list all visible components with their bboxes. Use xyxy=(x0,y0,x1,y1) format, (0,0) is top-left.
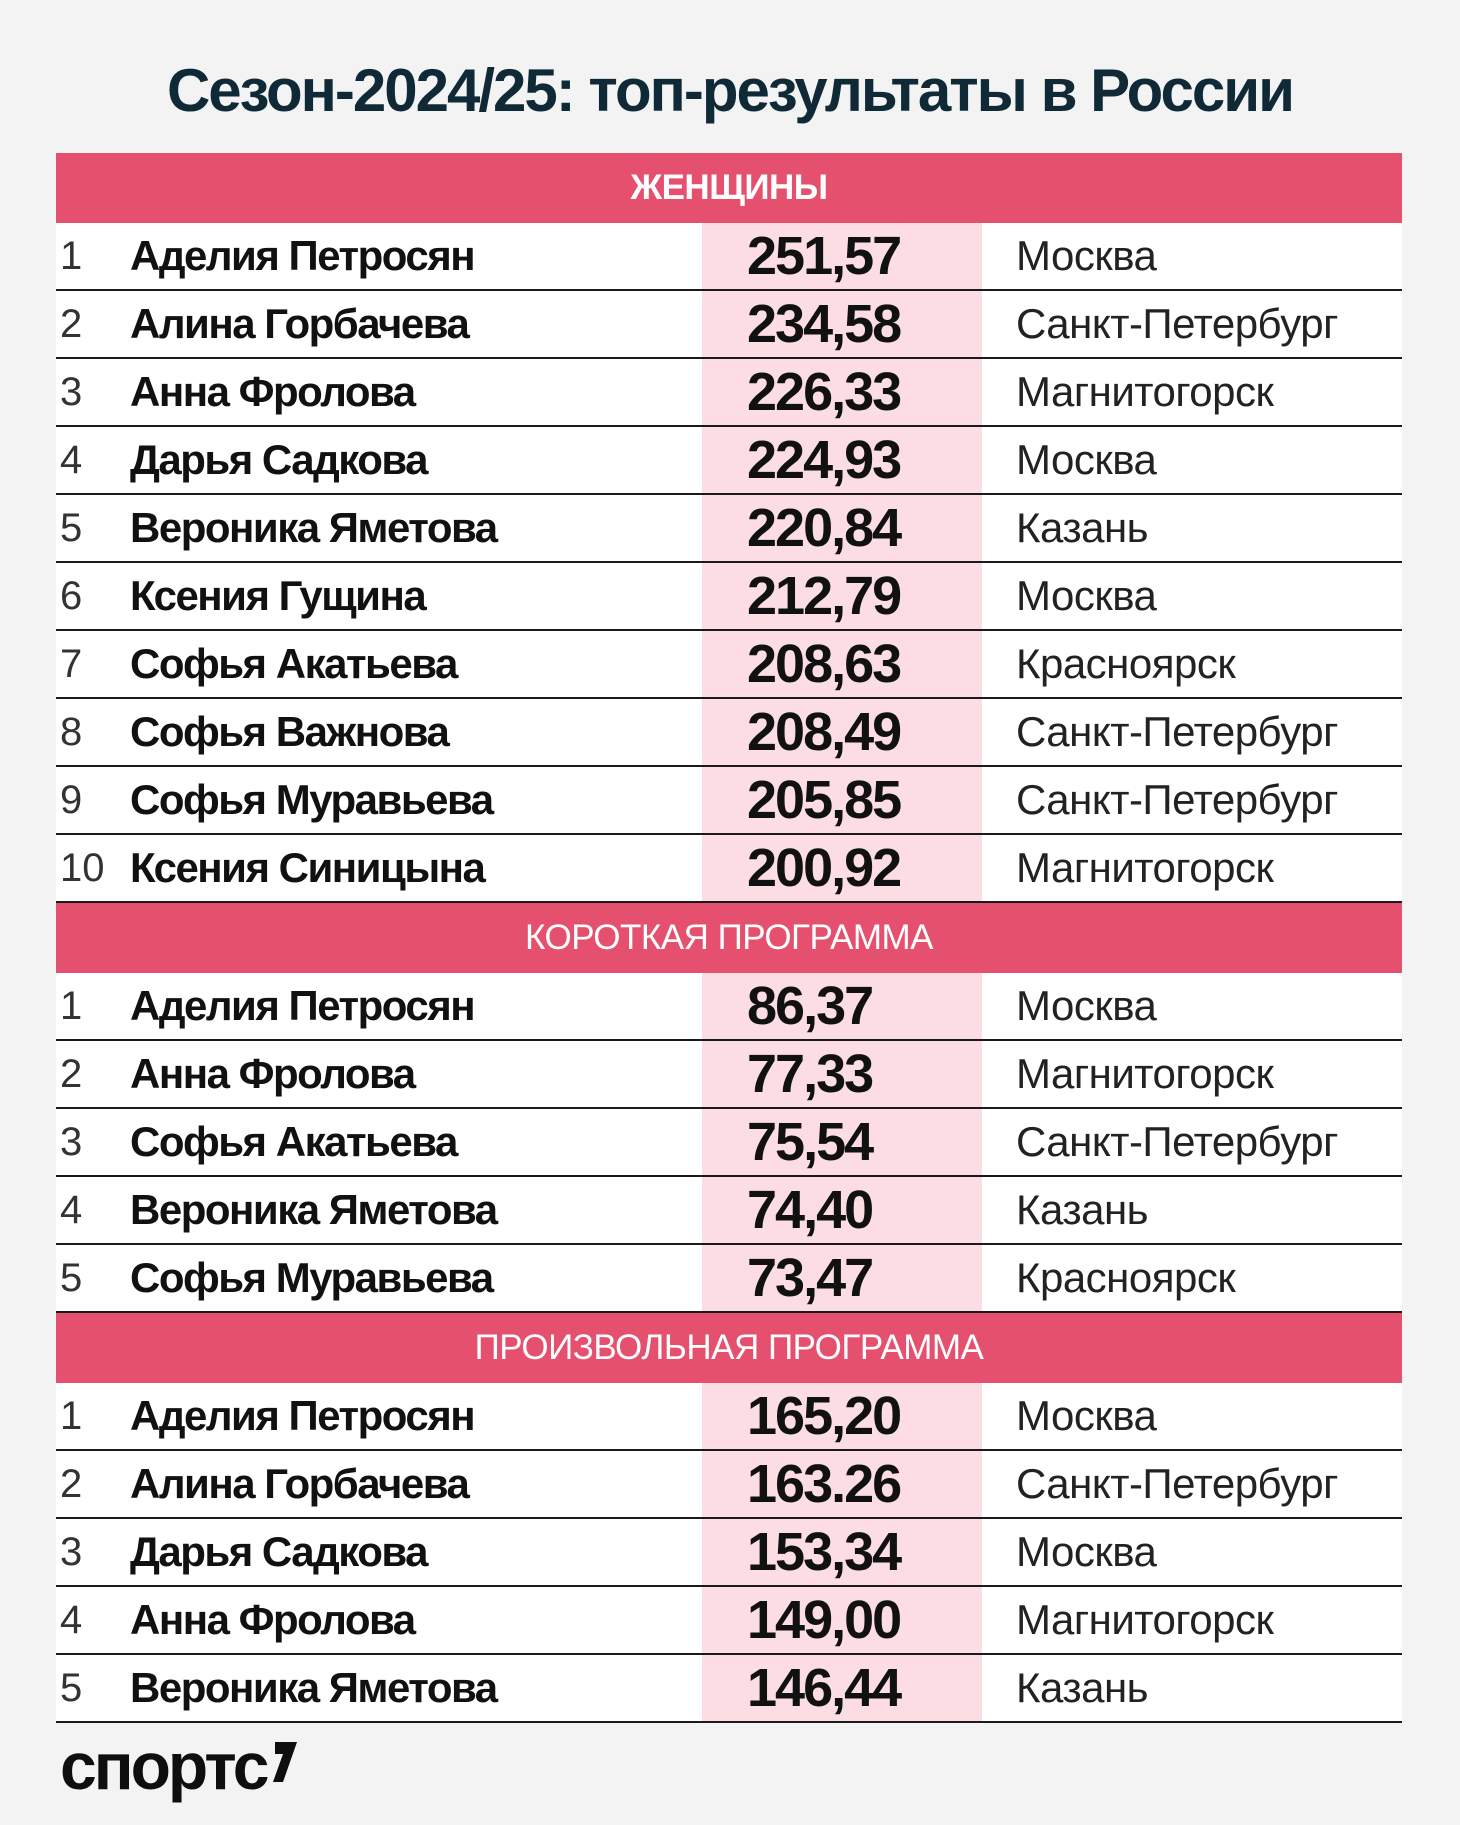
rank-cell: 5 xyxy=(60,505,83,550)
score-cell: 208,63 xyxy=(702,631,982,697)
rank-cell: 4 xyxy=(60,1187,83,1232)
city-cell: Москва xyxy=(1016,1392,1157,1439)
rank-cell: 4 xyxy=(60,437,83,482)
rank-cell: 3 xyxy=(60,369,83,414)
table-row xyxy=(56,1245,1402,1313)
score-cell: 212,79 xyxy=(702,563,982,629)
section-heading: ПРОИЗВОЛЬНАЯ ПРОГРАММА xyxy=(56,1313,1402,1383)
score-cell: 149,00 xyxy=(702,1587,982,1653)
score-cell: 234,58 xyxy=(702,291,982,357)
city-cell: Красноярск xyxy=(1016,640,1236,687)
athlete-name: Ксения Синицына xyxy=(130,844,485,891)
city-cell: Казань xyxy=(1016,1186,1149,1233)
city-cell: Магнитогорск xyxy=(1016,844,1274,891)
score-cell: 226,33 xyxy=(702,359,982,425)
athlete-name: Анна Фролова xyxy=(130,1596,415,1643)
table-row xyxy=(56,1655,1402,1723)
rank-cell: 5 xyxy=(60,1255,83,1300)
rank-cell: 1 xyxy=(60,1393,83,1438)
city-cell: Москва xyxy=(1016,1528,1157,1575)
city-cell: Магнитогорск xyxy=(1016,1596,1274,1643)
city-cell: Москва xyxy=(1016,436,1157,483)
table-row xyxy=(56,835,1402,903)
city-cell: Санкт-Петербург xyxy=(1016,1460,1338,1507)
table-row xyxy=(56,1109,1402,1177)
brand-wordmark: спортс xyxy=(60,1729,267,1803)
athlete-name: Алина Горбачева xyxy=(130,1460,469,1507)
city-cell: Казань xyxy=(1016,1664,1149,1711)
table-row xyxy=(56,1587,1402,1655)
rank-cell: 2 xyxy=(60,1051,83,1096)
table-row xyxy=(56,1177,1402,1245)
city-cell: Москва xyxy=(1016,982,1157,1029)
table-row xyxy=(56,495,1402,563)
table-row xyxy=(56,359,1402,427)
city-cell: Москва xyxy=(1016,572,1157,619)
rank-cell: 2 xyxy=(60,301,83,346)
athlete-name: Софья Акатьева xyxy=(130,1118,457,1165)
city-cell: Магнитогорск xyxy=(1016,1050,1274,1097)
athlete-name: Софья Муравьева xyxy=(130,776,493,823)
athlete-name: Софья Акатьева xyxy=(130,640,457,687)
rank-cell: 2 xyxy=(60,1461,83,1506)
score-cell: 153,34 xyxy=(702,1519,982,1585)
rank-cell: 5 xyxy=(60,1665,83,1710)
score-cell: 205,85 xyxy=(702,767,982,833)
rank-cell: 1 xyxy=(60,983,83,1028)
score-cell: 165,20 xyxy=(702,1383,982,1449)
table-row xyxy=(56,1519,1402,1587)
table-row xyxy=(56,767,1402,835)
score-cell: 200,92 xyxy=(702,835,982,901)
athlete-name: Софья Муравьева xyxy=(130,1254,493,1301)
score-cell: 146,44 xyxy=(702,1655,982,1721)
athlete-name: Вероника Яметова xyxy=(130,1186,497,1233)
city-cell: Санкт-Петербург xyxy=(1016,300,1338,347)
rank-cell: 9 xyxy=(60,777,83,822)
city-cell: Красноярск xyxy=(1016,1254,1236,1301)
table-row xyxy=(56,1383,1402,1451)
city-cell: Санкт-Петербург xyxy=(1016,708,1338,755)
section-heading: ЖЕНЩИНЫ xyxy=(56,153,1402,223)
score-cell: 75,54 xyxy=(702,1109,982,1175)
table-row xyxy=(56,973,1402,1041)
score-cell: 208,49 xyxy=(702,699,982,765)
city-cell: Санкт-Петербург xyxy=(1016,1118,1338,1165)
page-title: Сезон-2024/25: топ-результаты в России xyxy=(166,57,1294,124)
city-cell: Москва xyxy=(1016,232,1157,279)
rank-cell: 10 xyxy=(60,845,105,890)
athlete-name: Аделия Петросян xyxy=(130,232,475,279)
city-cell: Санкт-Петербург xyxy=(1016,776,1338,823)
athlete-name: Алина Горбачева xyxy=(130,300,469,347)
city-cell: Казань xyxy=(1016,504,1149,551)
score-cell: 74,40 xyxy=(702,1177,982,1243)
brand-mark-icon xyxy=(269,1742,297,1782)
athlete-name: Дарья Садкова xyxy=(130,436,428,483)
table-row xyxy=(56,699,1402,767)
athlete-name: Аделия Петросян xyxy=(130,1392,475,1439)
table-row xyxy=(56,1041,1402,1109)
table-row xyxy=(56,563,1402,631)
athlete-name: Ксения Гущина xyxy=(130,572,426,619)
results-board xyxy=(56,153,1402,1723)
table-row xyxy=(56,631,1402,699)
rank-cell: 1 xyxy=(60,233,83,278)
score-cell: 224,93 xyxy=(702,427,982,493)
athlete-name: Анна Фролова xyxy=(130,1050,415,1097)
score-cell: 86,37 xyxy=(702,973,982,1039)
score-cell: 251,57 xyxy=(702,223,982,289)
score-cell: 73,47 xyxy=(702,1245,982,1311)
city-cell: Магнитогорск xyxy=(1016,368,1274,415)
score-cell: 220,84 xyxy=(702,495,982,561)
athlete-name: Анна Фролова xyxy=(130,368,415,415)
table-row xyxy=(56,223,1402,291)
table-row xyxy=(56,1451,1402,1519)
rank-cell: 3 xyxy=(60,1529,83,1574)
brand-logo xyxy=(60,1728,297,1804)
score-cell: 163.26 xyxy=(702,1451,982,1517)
section-heading: КОРОТКАЯ ПРОГРАММА xyxy=(56,903,1402,973)
athlete-name: Софья Важнова xyxy=(130,708,449,755)
rank-cell: 8 xyxy=(60,709,83,754)
athlete-name: Аделия Петросян xyxy=(130,982,475,1029)
rank-cell: 7 xyxy=(60,641,83,686)
athlete-name: Вероника Яметова xyxy=(130,504,497,551)
score-cell: 77,33 xyxy=(702,1041,982,1107)
rank-cell: 6 xyxy=(60,573,83,618)
rank-cell: 3 xyxy=(60,1119,83,1164)
table-row xyxy=(56,427,1402,495)
athlete-name: Дарья Садкова xyxy=(130,1528,428,1575)
table-row xyxy=(56,291,1402,359)
athlete-name: Вероника Яметова xyxy=(130,1664,497,1711)
rank-cell: 4 xyxy=(60,1597,83,1642)
